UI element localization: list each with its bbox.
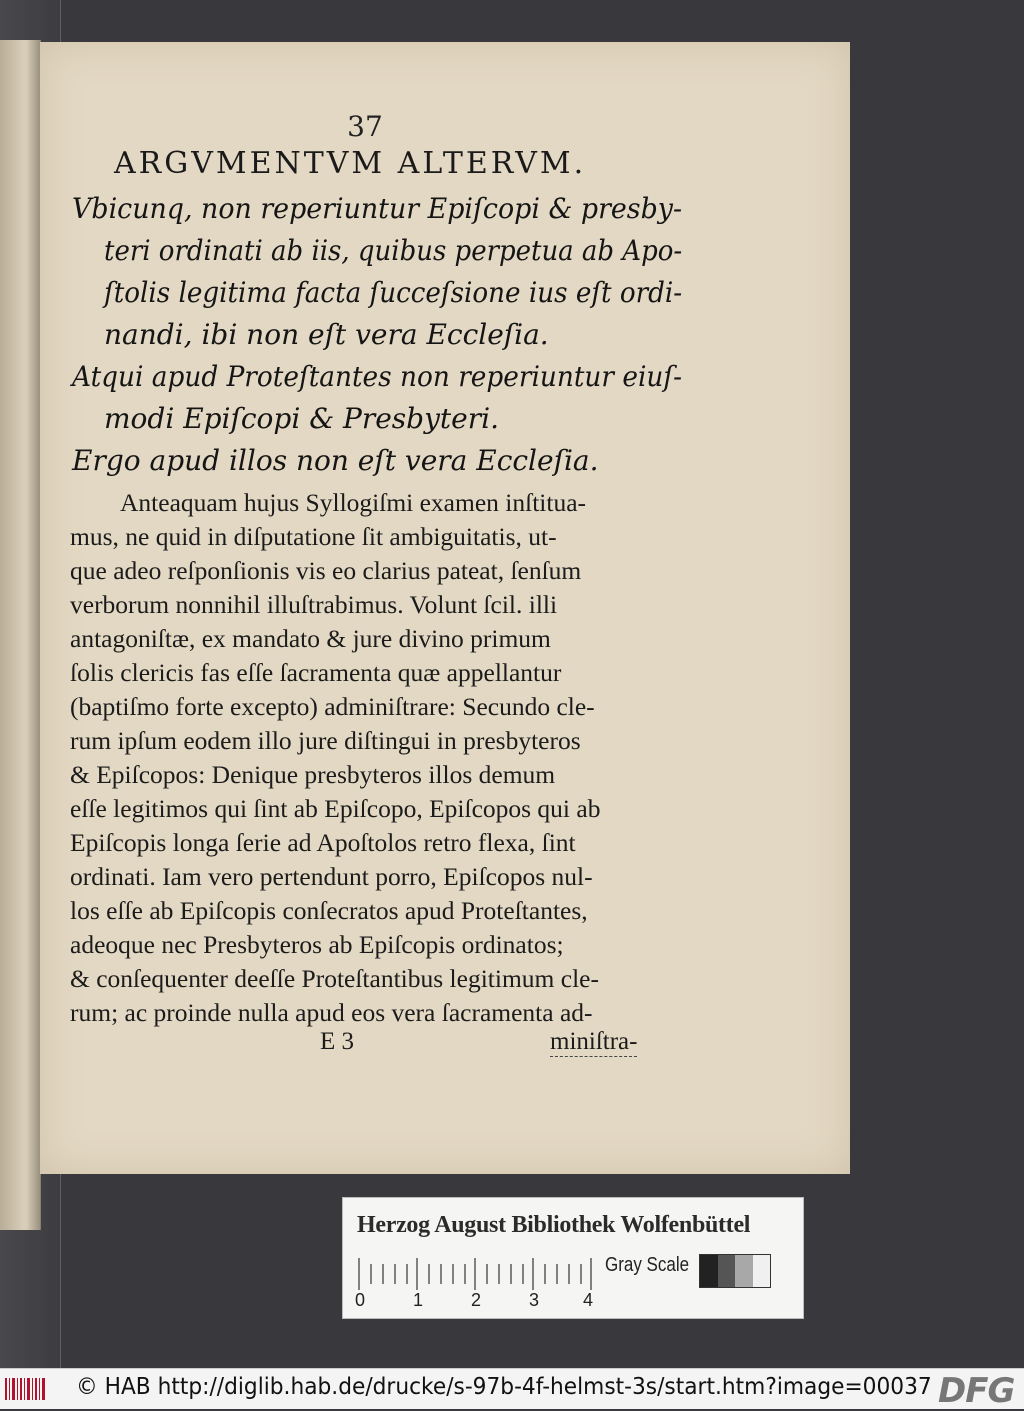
conclusion-line: Ergo apud illos non eſt vera Eccleſia. bbox=[72, 444, 599, 477]
major-premise-line: ſtolis legitima facta ſucceſsione ius eſt ordi- bbox=[104, 276, 683, 309]
ruler bbox=[357, 1256, 597, 1292]
body-text-line: & Epiſcopos: Denique presbyteros illos demum bbox=[70, 760, 556, 789]
barcode-icon bbox=[4, 1375, 48, 1403]
body-text-line: que adeo reſponſionis vis eo clarius pateat, ſenſum bbox=[70, 556, 582, 585]
body-text-line: (baptiſmo forte excepto) adminiſtrare: Secundo cle- bbox=[70, 692, 595, 721]
body-text-line: antagoniſtæ, ex mandato & jure divino primum bbox=[70, 624, 551, 653]
footer-bar bbox=[0, 1368, 1024, 1409]
body-text-line: & conſequenter deeſſe Proteſtantibus legitimum cle- bbox=[70, 964, 599, 993]
body-text-line: adeoque nec Presbyteros ab Epiſcopis ordinatos; bbox=[70, 930, 564, 959]
ruler-number: 4 bbox=[583, 1290, 594, 1310]
page-content bbox=[40, 42, 850, 1174]
gray-swatch bbox=[735, 1255, 753, 1287]
section-heading: ARGVMENTVM ALTERVM. bbox=[114, 146, 587, 181]
previous-page-edge bbox=[0, 40, 41, 1230]
body-text-line: Anteaquam hujus Syllogiſmi examen inſtitua- bbox=[120, 488, 587, 517]
gray-swatch bbox=[718, 1255, 736, 1287]
dfg-logo: DFG bbox=[938, 1371, 1015, 1411]
gutter-shadow bbox=[28, 40, 40, 1230]
body-text-line: ordinati. Iam vero pertendunt porro, Epiſcopos nul- bbox=[70, 862, 593, 891]
signature-mark: E 3 bbox=[320, 1028, 355, 1055]
library-name: Herzog August Bibliothek Wolfenbüttel bbox=[357, 1212, 751, 1238]
body-text-line: Epiſcopis longa ſerie ad Apoſtolos retro flexa, ſint bbox=[70, 828, 576, 857]
major-premise-line: Vbicunq, non reperiuntur Epiſcopi & presby- bbox=[72, 192, 683, 225]
major-premise-line: nandi, ibi non eſt vera Eccleſia. bbox=[104, 318, 549, 351]
body-text-line: ſolis clericis fas eſſe ſacramenta quæ appellantur bbox=[70, 658, 562, 687]
minor-premise-line: modi Epiſcopi & Presbyteri. bbox=[104, 402, 499, 435]
ruler-number: 0 bbox=[355, 1290, 366, 1310]
gray-scale-label: Gray Scale bbox=[605, 1254, 690, 1276]
body-text-line: verborum nonnihil illuſtrabimus. Volunt ſcil. illi bbox=[70, 590, 558, 619]
page-number: 37 bbox=[347, 110, 383, 143]
ruler-number: 1 bbox=[413, 1290, 424, 1310]
book-page bbox=[40, 42, 850, 1174]
gray-swatch bbox=[753, 1255, 771, 1287]
body-text-line: los eſſe ab Epiſcopis conſecratos apud Proteſtantes, bbox=[70, 896, 588, 925]
ruler-number: 2 bbox=[471, 1290, 482, 1310]
library-color-card bbox=[342, 1197, 804, 1319]
catchword: miniſtra- bbox=[550, 1028, 638, 1055]
gray-swatch bbox=[700, 1255, 718, 1287]
body-text-line: eſſe legitimos qui ſint ab Epiſcopo, Epiſcopos qui ab bbox=[70, 794, 601, 823]
source-url-link[interactable]: © HAB http://diglib.hab.de/drucke/s-97b-4f-helmst-3s/start.htm?image=00037 bbox=[76, 1374, 932, 1400]
body-text-line: rum ipſum eodem illo jure diſtingui in presbyteros bbox=[70, 726, 581, 755]
major-premise-line: teri ordinati ab iis, quibus perpetua ab Apo- bbox=[104, 234, 683, 267]
body-text-line: mus, ne quid in diſputatione ſit ambiguitatis, ut- bbox=[70, 522, 557, 551]
ruler-number: 3 bbox=[529, 1290, 540, 1310]
minor-premise-line: Atqui apud Proteſtantes non reperiuntur eiuſ- bbox=[72, 360, 683, 393]
gray-scale-swatches bbox=[699, 1254, 771, 1288]
body-text-line: rum; ac proinde nulla apud eos vera ſacramenta ad- bbox=[70, 998, 593, 1027]
